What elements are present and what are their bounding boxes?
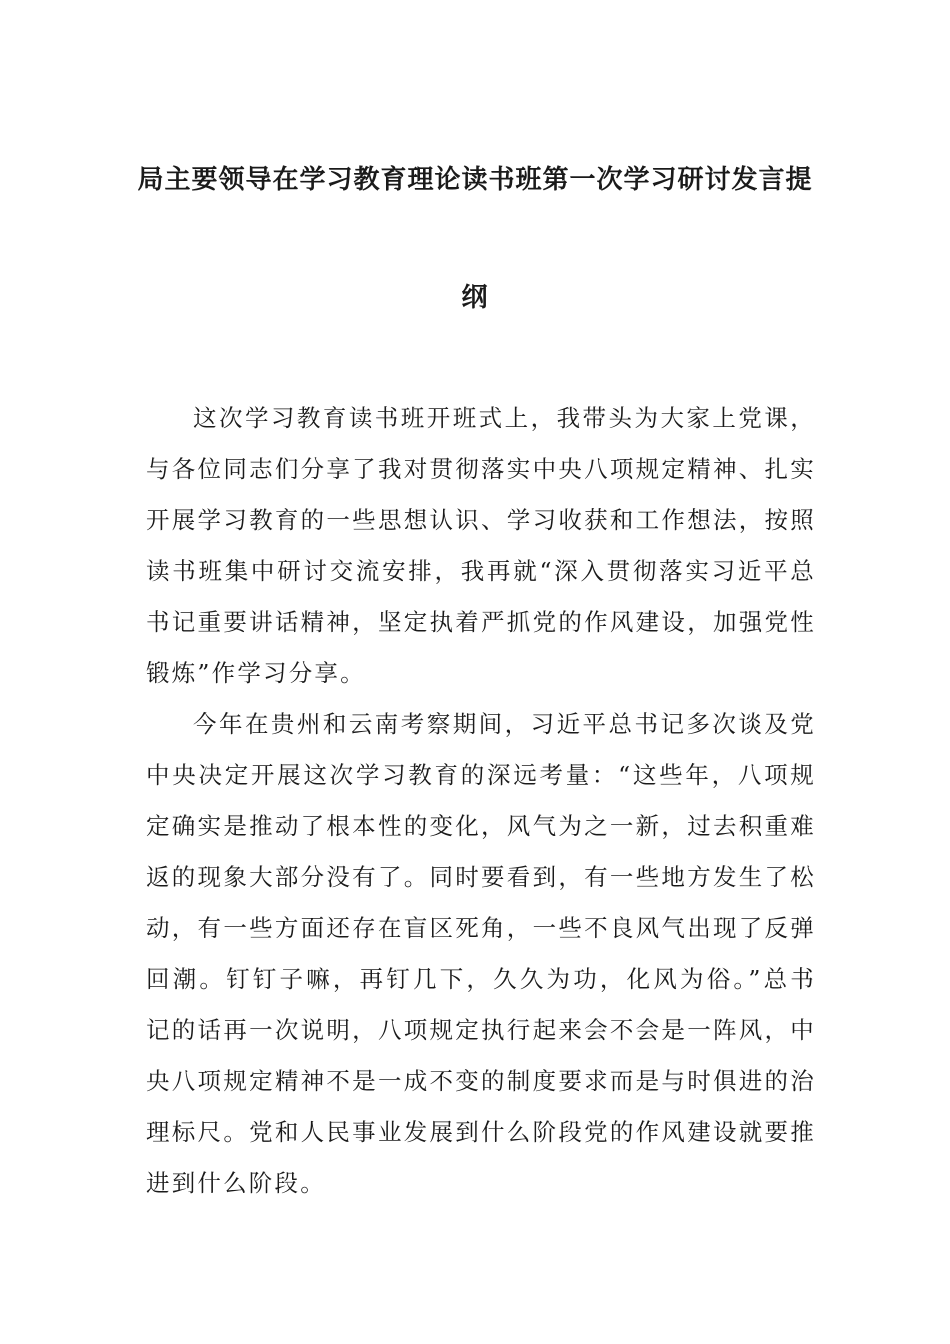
body-paragraph: 今年在贵州和云南考察期间，习近平总书记多次谈及党中央决定开展这次学习教育的深远考量：“这些年，八项规定确实是推动了根本性的变化，风气为之一新，过去积重难返的现象大部分没有了。同时要看到，有一些地方发生了松动，有一些方面还存在盲区死角，一些不良风气出现了反弹回潮。钉钉子嘛，再钉几下，久久为功，化风为俗。”总书记的话再一次说明，八项规定执行起来会不会是一阵风，中央八项规定精神不是一成不变的制度要求而是与时俱进的治理标尺。党和人民事业发展到什么阶段党的作风建设就要推进到什么阶段。 [146,710,816,1197]
body-paragraph: 这次学习教育读书班开班式上，我带头为大家上党课，与各位同志们分享了我对贯彻落实中央八项规定精神、扎实开展学习教育的一些思想认识、学习收获和工作想法，按照读书班集中研讨交流安排，我再就“深入贯彻落实习近平总书记重要讲话精神，坚定执着严抓党的作风建设，加强党性锻炼”作学习分享。 [146,404,816,687]
body-paragraph-1-block [146,393,816,699]
document-title-line-2: 纲 [461,283,489,313]
body-paragraph-2-block [146,699,816,1209]
document-title-line-1: 局主要领导在学习教育理论读书班第一次学习研讨发言提 [137,165,813,195]
